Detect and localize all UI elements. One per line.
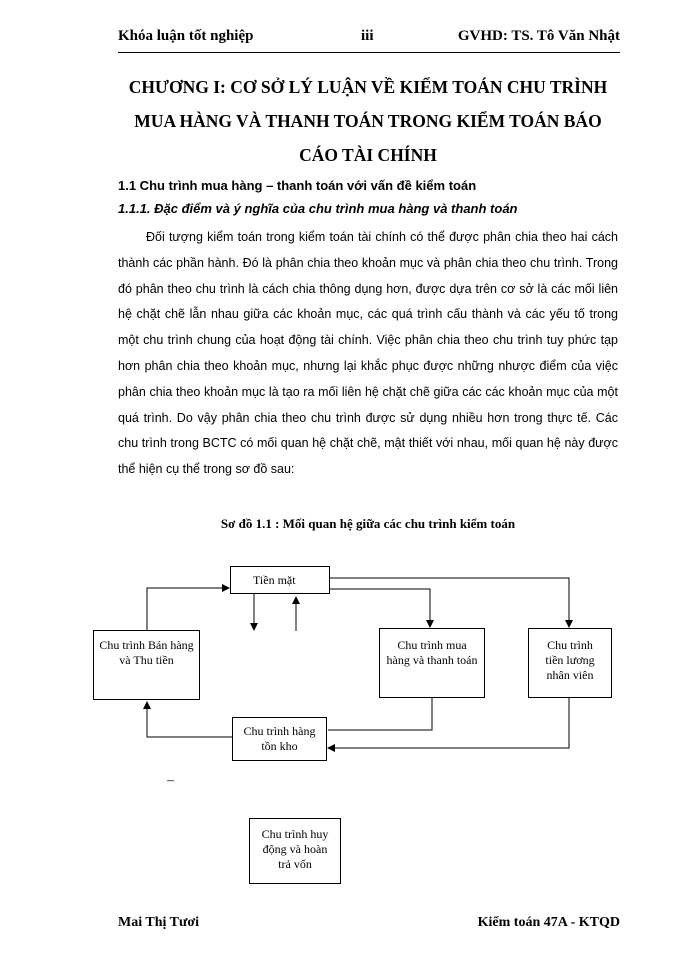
node-payroll-label: Chu trình tiền lương nhân viên xyxy=(545,638,595,682)
arrow-payroll-to-inventory xyxy=(328,698,569,748)
header-thesis-label: Khóa luận tốt nghiệp xyxy=(118,28,254,44)
node-cash xyxy=(230,566,330,594)
node-purchase-label: Chu trình mua hàng và thanh toán xyxy=(386,638,478,667)
node-capital-label: Chu trình huy động và hoàn trả vốn xyxy=(261,827,329,871)
arrow-sales-to-cash xyxy=(147,588,229,630)
subsection-heading: 1.1.1. Đặc điểm và ý nghĩa của chu trình mua hàng và thanh toán xyxy=(118,201,518,216)
stray-mark: – xyxy=(167,773,174,788)
arrow-cash-to-purchase xyxy=(330,589,430,627)
node-cash-label: Tiền mặt xyxy=(253,573,296,587)
arrow-inventory-to-sales xyxy=(147,702,232,737)
footer-author: Mai Thị Tươi xyxy=(118,915,199,930)
node-inventory-label: Chu trình hàng tồn kho xyxy=(243,724,316,753)
arrow-purchase-to-inventory xyxy=(328,698,432,730)
section-heading: 1.1 Chu trình mua hàng – thanh toán với vấn đề kiểm toán xyxy=(118,178,477,193)
diagram-caption: Sơ đồ 1.1 : Mối quan hệ giữa các chu trình kiểm toán xyxy=(220,516,516,531)
node-sales xyxy=(93,630,200,700)
header-supervisor: GVHD: TS. Tô Văn Nhật xyxy=(457,28,620,44)
node-inventory xyxy=(232,717,327,761)
node-sales-label: Chu trình Bán hàng và Thu tiền xyxy=(99,638,194,667)
arrow-cash-to-payroll xyxy=(330,578,569,627)
node-capital xyxy=(249,818,341,884)
body-paragraph: Đối tượng kiểm toán trong kiểm toán tài chính có thể được phân chia theo hai cách thành các phần hành. Đó là phân chia theo khoản mục và phân chia theo chu trình. Trong đó phân theo chu trình là cách chia thông dụng hơn, được dựa trên cơ sở là các mối liên hệ chặt chẽ lẫn nhau giữa các khoản mục, các quá trình cấu thành và các yếu tố trong một chu trình chung của hoạt động tài chính. Việc phân chia theo chu trình tuy phức tạp hơn phân chia theo khoản mục, nhưng lại khắc phục được những nhược điểm của việc phân chia theo khoản mục là tạo ra mối liên hệ chặt chẽ giữa các các khoản mục của một quá trình. Do vậy phân chia theo chu trình được sử dụng nhiều hơn trong thực tế. Các chu trình trong BCTC có mối quan hệ chặt chẽ, mật thiết với nhau, mối quan hệ này được thể hiện cụ thể trong sơ đồ sau: xyxy=(118,230,618,477)
footer-class: Kiểm toán 47A - KTQD xyxy=(477,915,620,930)
chapter-title: CHƯƠNG I: CƠ SỞ LÝ LUẬN VỀ KIỂM TOÁN CHU TRÌNH MUA HÀNG VÀ THANH TOÁN TRONG KIỂM TOÁN BÁO CÁO TÀI CHÍNH xyxy=(128,77,608,165)
node-payroll xyxy=(528,628,612,698)
header-page-number: iii xyxy=(361,28,374,44)
node-purchase xyxy=(379,628,485,698)
